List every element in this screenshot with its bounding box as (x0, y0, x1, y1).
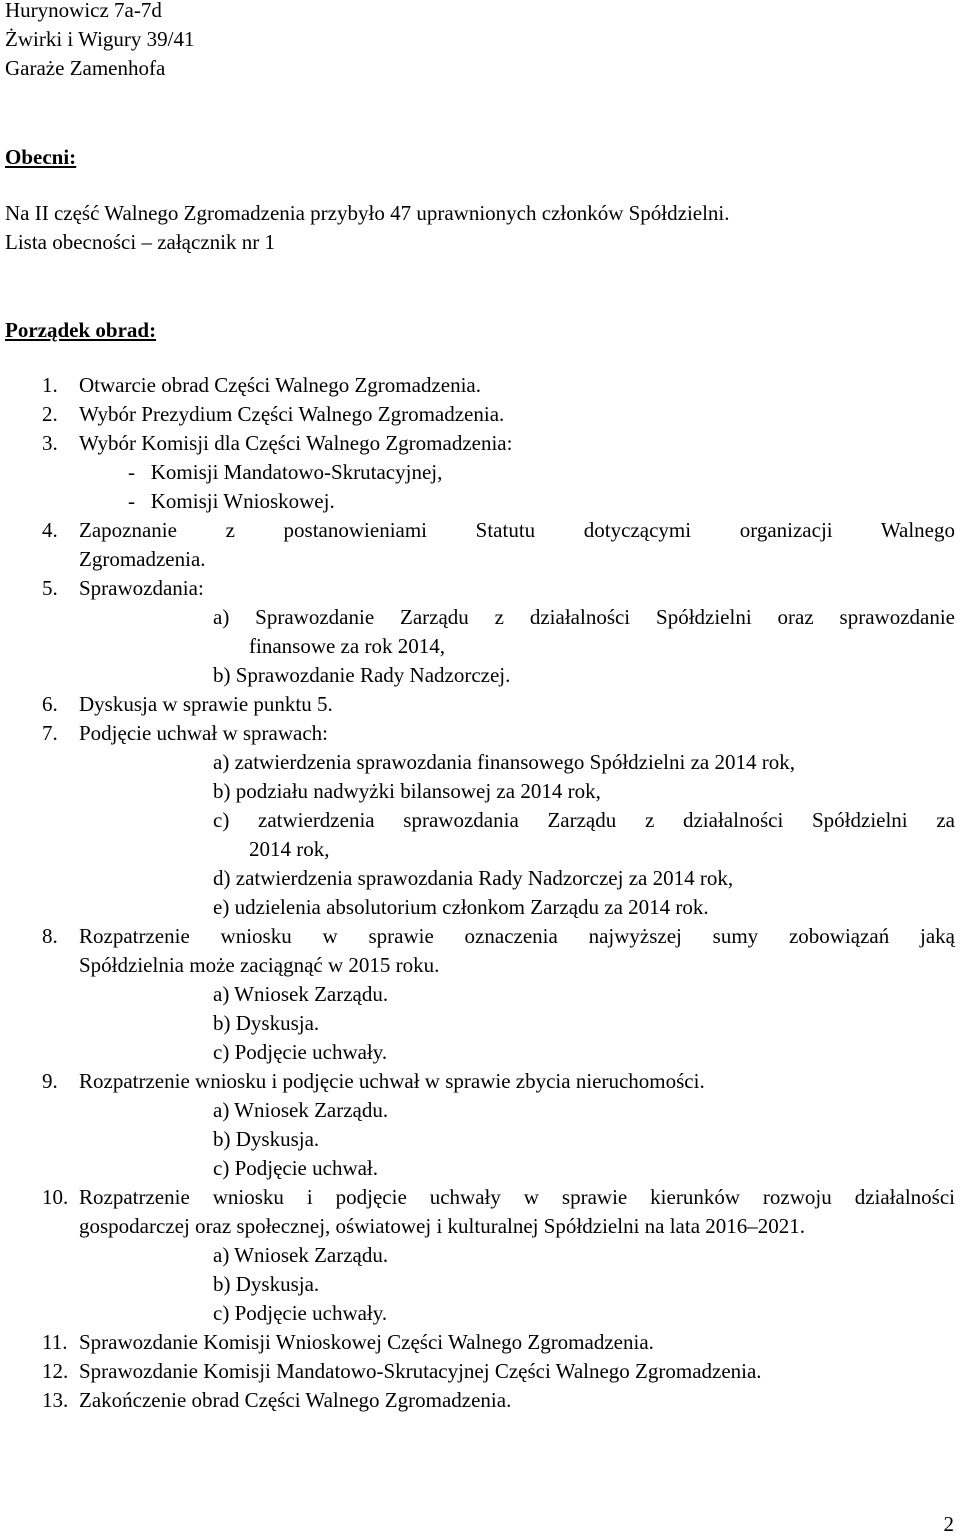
address-line-1: Hurynowicz 7a-7d (5, 0, 162, 22)
agenda-subitem: e) udzielenia absolutorium członkom Zarządu za 2014 rok. (213, 895, 709, 919)
agenda-item-number: 5. (42, 576, 58, 600)
agenda-subitem: a) Wniosek Zarządu. (213, 1098, 389, 1122)
agenda-item-text: Zakończenie obrad Części Walnego Zgromadzenia. (79, 1388, 512, 1412)
agenda-item-number: 7. (42, 721, 58, 745)
agenda-item-text: Podjęcie uchwał w sprawach: (79, 721, 328, 745)
agenda-item-text: Sprawozdanie Komisji Wnioskowej Części Walnego Zgromadzenia. (79, 1330, 654, 1354)
agenda-subitem-continued: finansowe za rok 2014, (249, 634, 445, 658)
agenda-item-text-continued: Zgromadzenia. (79, 547, 206, 571)
agenda-subitem: d) zatwierdzenia sprawozdania Rady Nadzorczej za 2014 rok, (213, 866, 734, 890)
agenda-item-number: 12. (42, 1359, 69, 1383)
agenda-subitem: - Komisji Wnioskowej. (128, 489, 335, 513)
agenda-subitem: c) Podjęcie uchwał. (213, 1156, 379, 1180)
agenda-item-text: Rozpatrzenie wniosku w sprawie oznaczenia najwyższej sumy zobowiązań jaką (79, 924, 955, 948)
agenda-item-number: 4. (42, 518, 58, 542)
agenda-subitem-continued: 2014 rok, (249, 837, 330, 861)
agenda-item-text-continued: gospodarczej oraz społecznej, oświatowej i kulturalnej Spółdzielni na lata 2016–2021. (79, 1214, 806, 1238)
agenda-subitem: c) Podjęcie uchwały. (213, 1301, 388, 1325)
agenda-item-text: Otwarcie obrad Części Walnego Zgromadzenia. (79, 373, 482, 397)
agenda-item-number: 9. (42, 1069, 58, 1093)
agenda-item-text: Dyskusja w sprawie punktu 5. (79, 692, 333, 716)
agenda-subitem: a) Wniosek Zarządu. (213, 1243, 389, 1267)
agenda-subitem: c) Podjęcie uchwały. (213, 1040, 388, 1064)
address-line-3: Garaże Zamenhofa (5, 56, 166, 80)
agenda-item-text: Rozpatrzenie wniosku i podjęcie uchwał w sprawie zbycia nieruchomości. (79, 1069, 705, 1093)
agenda-item-number: 11. (42, 1330, 68, 1354)
agenda-subitem: b) podziału nadwyżki bilansowej za 2014 rok, (213, 779, 601, 803)
agenda-item-text: Rozpatrzenie wniosku i podjęcie uchwały w sprawie kierunków rozwoju działalności (79, 1185, 955, 1209)
agenda-item-number: 1. (42, 373, 58, 397)
page-number: 2 (943, 1512, 954, 1536)
agenda-subitem: b) Sprawozdanie Rady Nadzorczej. (213, 663, 511, 687)
agenda-subitem: c) zatwierdzenia sprawozdania Zarządu z działalności Spółdzielni za (213, 808, 955, 832)
agenda-heading: Porządek obrad: (5, 318, 157, 342)
agenda-subitem: b) Dyskusja. (213, 1127, 320, 1151)
present-line-1: Na II część Walnego Zgromadzenia przybyło 47 uprawnionych członków Spółdzielni. (5, 201, 730, 225)
agenda-subitem: - Komisji Mandatowo-Skrutacyjnej, (128, 460, 443, 484)
agenda-item-number: 6. (42, 692, 58, 716)
agenda-item-number: 10. (42, 1185, 69, 1209)
agenda-subitem: a) Sprawozdanie Zarządu z działalności Spółdzielni oraz sprawozdanie (213, 605, 955, 629)
address-line-2: Żwirki i Wigury 39/41 (5, 27, 195, 51)
agenda-subitem: b) Dyskusja. (213, 1011, 320, 1035)
agenda-item-text: Wybór Komisji dla Części Walnego Zgromadzenia: (79, 431, 513, 455)
agenda-subitem: a) zatwierdzenia sprawozdania finansowego Spółdzielni za 2014 rok, (213, 750, 795, 774)
agenda-item-number: 2. (42, 402, 58, 426)
present-line-2: Lista obecności – załącznik nr 1 (5, 230, 275, 254)
agenda-item-text: Wybór Prezydium Części Walnego Zgromadzenia. (79, 402, 505, 426)
present-heading: Obecni: (5, 145, 77, 169)
agenda-item-number: 8. (42, 924, 58, 948)
agenda-item-number: 3. (42, 431, 58, 455)
agenda-item-text: Zapoznanie z postanowieniami Statutu dotyczącymi organizacji Walnego (79, 518, 955, 542)
agenda-item-number: 13. (42, 1388, 69, 1412)
agenda-item-text: Sprawozdania: (79, 576, 204, 600)
agenda-item-text-continued: Spółdzielnia może zaciągnąć w 2015 roku. (79, 953, 440, 977)
agenda-item-text: Sprawozdanie Komisji Mandatowo-Skrutacyjnej Części Walnego Zgromadzenia. (79, 1359, 762, 1383)
agenda-subitem: b) Dyskusja. (213, 1272, 320, 1296)
agenda-subitem: a) Wniosek Zarządu. (213, 982, 389, 1006)
